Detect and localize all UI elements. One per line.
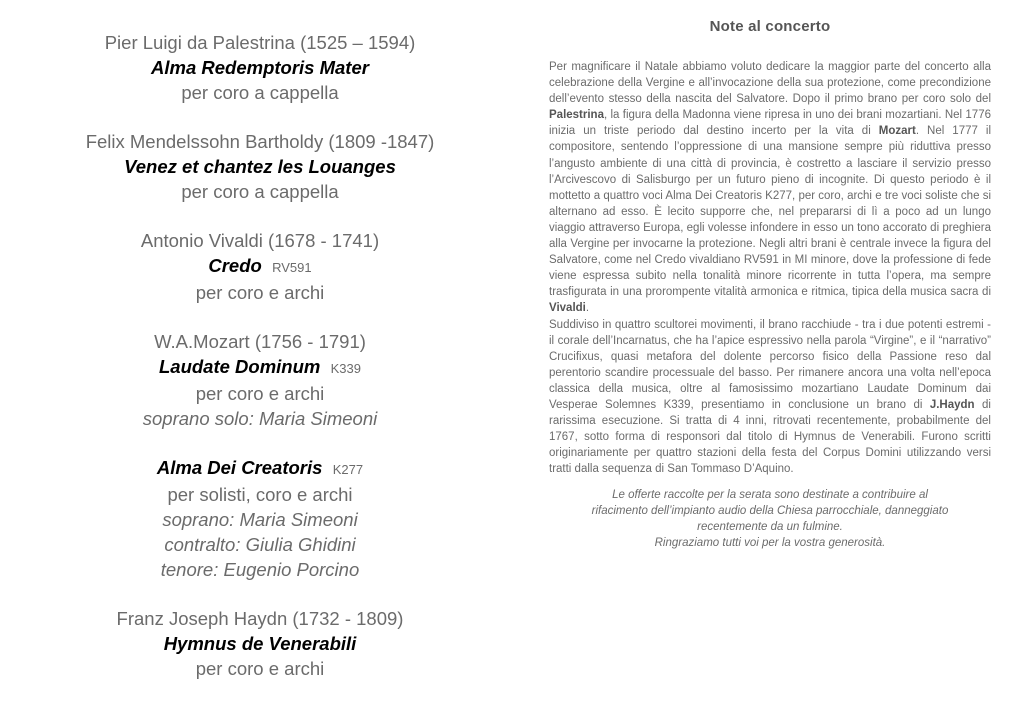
donation-line: rifacimento dell’impianto audio della Chiesa parrocchiale, danneggiato [591, 505, 949, 518]
composer-highlight: Mozart [878, 125, 916, 138]
scoring: per coro a cappella [181, 181, 339, 202]
performer: tenore: Eugenio Porcino [160, 559, 360, 580]
composer-name: Antonio Vivaldi (1678 - 1741) [140, 230, 380, 251]
piece-title-line [20, 354, 500, 381]
donation-line: Ringraziamo tutti voi per la vostra generosità. [654, 537, 886, 550]
composer-name: Felix Mendelssohn Bartholdy (1809 -1847) [85, 131, 435, 152]
notes-heading: Note al concerto [709, 18, 831, 35]
performer: soprano: Maria Simeoni [162, 509, 358, 530]
composer-name: Pier Luigi da Palestrina (1525 – 1594) [104, 32, 416, 53]
program-piece [20, 129, 500, 204]
composer-highlight: Palestrina [549, 109, 604, 122]
composer-highlight: Vivaldi [549, 302, 586, 315]
program-piece [20, 606, 500, 681]
program-piece [20, 30, 500, 105]
piece-title-line [20, 631, 500, 656]
scoring: per coro e archi [195, 658, 325, 679]
scoring: per solisti, coro e archi [167, 484, 353, 505]
catalog-number: K277 [332, 462, 364, 477]
catalog-number: RV591 [272, 260, 312, 275]
notes-paragraph-1 [549, 59, 991, 317]
piece-title: Hymnus de Venerabili [163, 633, 357, 654]
scoring: per coro e archi [195, 383, 325, 404]
text-run: . [585, 302, 590, 315]
donation-line: Le offerte raccolte per la serata sono destinate a contribuire al [612, 489, 928, 502]
text-run: . Nel 1777 il compositore, sentendo l’oppressione di una mansione sempre più riduttiva presso l’angusto ambiente di una città di provincia, è costretto a lasciare il servizio presso l’Arcivescovo di Salisburgo per un futuro pieno di incognite. Di questo periodo è il mottetto a quattro voci Alma Dei Creatoris K277, per coro, archi e tre voci soliste che si alternano ad esso. È lecito supporre che, nel prepararsi di lì a poco ad un lungo viaggio attraverso Europa, egli volesse infondere in esso un tono accorato di preghiera alla Vergine per invocarne la protezione. Negli altri brani è centrale invece la figura del Salvatore, come nel Credo vivaldiano RV591 in MI minore, dove la professione di fede viene espressa subito nella tonalità minore ricorrente in tutta l’opera, ma sempre trasfigurata in una prorompente vitalità armonica e ritmica, tipica della musica sacra di [549, 125, 992, 299]
piece-title: Venez et chantez les Louanges [124, 156, 396, 177]
text-run: Per magnificare il Natale abbiamo voluto dedicare la maggior parte del concerto alla celebrazione della Vergine e all’invocazione della sua protezione, come precondizione dell’evento stesso della nascita del Salvatore. Dopo il primo brano per coro solo del [549, 61, 991, 106]
piece-title-line [20, 55, 500, 80]
performer: soprano solo: Maria Simeoni [142, 408, 378, 429]
program-piece [20, 455, 500, 582]
text-run: , la figura della Madonna viene ripresa in uno dei brani mozartiani. Nel 1776 inizia un triste periodo dal destino incerto per la vita di [549, 109, 991, 138]
donation-line: recentemente da un fulmine. [697, 521, 843, 534]
piece-title: Alma Dei Creatoris [156, 457, 323, 478]
scoring: per coro a cappella [181, 82, 339, 103]
text-run: di rarissima esecuzione. Si tratta di 4 inni, ritrovati recentemente, probabilmente del 1767, sotto forma di responsori dal titolo di Hymnus de Venerabili. Furono scritti originariamente per quattro stazioni della festa del Corpus Domini utilizzando versi tratti dalla sequenza di San Tommaso D’Aquino. [549, 398, 991, 476]
piece-title: Alma Redemptoris Mater [151, 57, 369, 78]
composer-name: W.A.Mozart (1756 - 1791) [154, 331, 366, 352]
concert-notes [549, 18, 991, 551]
piece-title-line [20, 154, 500, 179]
piece-title-line [20, 253, 500, 280]
piece-title: Laudate Dominum [158, 356, 321, 377]
notes-paragraph-2 [549, 317, 991, 478]
concert-program [20, 30, 500, 705]
performer: contralto: Giulia Ghidini [164, 534, 356, 555]
piece-title-line [20, 455, 500, 482]
composer-highlight: J.Haydn [929, 398, 975, 411]
program-piece [20, 329, 500, 431]
program-piece [20, 228, 500, 305]
piece-title: Credo [208, 255, 262, 276]
composer-name: Franz Joseph Haydn (1732 - 1809) [116, 608, 404, 629]
text-run: Suddiviso in quattro scultorei movimenti, il brano racchiude - tra i due potenti estremi - il corale dell’Incarnatus, che ha l’apice espressivo nella parola “Virgine”, e il “narrativo” Crucifixus, quasi metafora del dolente percorso fisico della Passione reso dal perentorio scandire processuale del basso. Per rimanere ancora una volta nell’epoca classica della musica, oltre al famosissimo mozartiano Laudate Dominum dai Vesperae Solemnes K339, presentiamo in conclusione un brano di [549, 318, 991, 411]
scoring: per coro e archi [195, 282, 325, 303]
catalog-number: K339 [330, 361, 362, 376]
donation-note [549, 487, 991, 551]
